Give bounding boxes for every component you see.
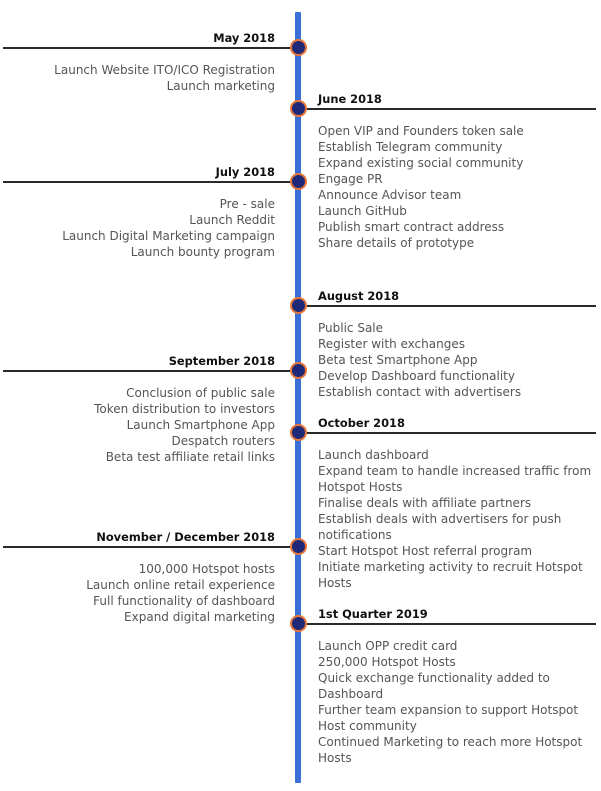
milestone-title: August 2018 — [318, 289, 400, 303]
milestone-item: Launch Website ITO/ICO Registration — [54, 63, 275, 77]
milestone-item: Open VIP and Founders token sale — [318, 124, 524, 138]
timeline-axis — [295, 12, 301, 783]
milestone-line — [3, 47, 297, 49]
milestone-item: 100,000 Hotspot hosts — [138, 562, 275, 576]
milestone-dot-icon — [290, 39, 307, 56]
milestone-items — [94, 385, 275, 465]
milestone-item: Finalise deals with affiliate partners — [318, 496, 532, 510]
milestone-item: Launch online retail experience — [86, 578, 275, 592]
milestone-item: 250,000 Hotspot Hosts — [318, 655, 456, 669]
milestone-item: Launch bounty program — [130, 245, 275, 259]
milestone-item: Quick exchange functionality added to Dashboard — [318, 671, 550, 701]
milestone-dot-icon — [290, 615, 307, 632]
milestone-item: Public Sale — [318, 321, 384, 335]
milestone-line — [3, 370, 297, 372]
milestone-dot-icon — [290, 173, 307, 190]
milestone-items — [318, 123, 598, 251]
milestone-title: 1st Quarter 2019 — [318, 607, 428, 621]
milestone-item: Despatch routers — [171, 434, 275, 448]
milestone-dot-icon — [290, 538, 307, 555]
milestone-item: Launch dashboard — [318, 448, 429, 462]
milestone-item: Launch Digital Marketing campaign — [62, 229, 275, 243]
milestone-item: Continued Marketing to reach more Hotspot Hosts — [318, 735, 583, 765]
milestone-line — [3, 181, 297, 183]
milestone-items — [318, 447, 598, 591]
milestone-items — [62, 196, 275, 260]
milestone-item: Launch marketing — [166, 79, 275, 93]
milestone-item: Establish contact with advertisers — [318, 385, 522, 399]
milestone-item: Publish smart contract address — [318, 220, 505, 234]
milestone-item: Establish Telegram community — [318, 140, 503, 154]
milestone-item: Register with exchanges — [318, 337, 465, 351]
milestone-title: July 2018 — [215, 165, 275, 179]
milestone-item: Pre - sale — [219, 197, 275, 211]
milestone-item: Establish deals with advertisers for push notifications — [318, 512, 562, 542]
milestone-item: Initiate marketing activity to recruit Hotspot Hosts — [318, 560, 583, 590]
milestone-item: Share details of prototype — [318, 236, 475, 250]
milestone-dot-icon — [290, 424, 307, 441]
milestone-item: Expand digital marketing — [124, 610, 275, 624]
milestone-title: September 2018 — [168, 354, 275, 368]
milestone-items — [318, 320, 598, 400]
milestone-item: Start Hotspot Host referral program — [318, 544, 533, 558]
milestone-line — [300, 432, 596, 434]
milestone-items — [54, 62, 275, 94]
milestone-dot-icon — [290, 297, 307, 314]
milestone-title: May 2018 — [213, 31, 275, 45]
milestone-title: June 2018 — [318, 92, 382, 106]
milestone-items — [86, 561, 275, 625]
milestone-item: Announce Advisor team — [318, 188, 462, 202]
milestone-item: Further team expansion to support Hotspot Host community — [318, 703, 579, 733]
milestone-item: Launch Reddit — [189, 213, 275, 227]
milestone-item: Token distribution to investors — [94, 402, 275, 416]
milestone-line — [300, 108, 596, 110]
milestone-item: Full functionality of dashboard — [93, 594, 275, 608]
milestone-line — [300, 623, 596, 625]
milestone-item: Conclusion of public sale — [126, 386, 275, 400]
milestone-line — [3, 546, 297, 548]
milestone-title: October 2018 — [318, 416, 405, 430]
milestone-item: Engage PR — [318, 172, 383, 186]
milestone-item: Launch Smartphone App — [126, 418, 275, 432]
milestone-item: Launch OPP credit card — [318, 639, 458, 653]
milestone-item: Beta test Smartphone App — [318, 353, 478, 367]
milestone-title: November / December 2018 — [96, 530, 275, 544]
milestone-item: Develop Dashboard functionality — [318, 369, 515, 383]
milestone-item: Launch GitHub — [318, 204, 407, 218]
milestone-item: Expand existing social community — [318, 156, 524, 170]
milestone-item: Expand team to handle increased traffic from Hotspot Hosts — [318, 464, 592, 494]
milestone-line — [300, 305, 596, 307]
milestone-items — [318, 638, 598, 766]
milestone-dot-icon — [290, 100, 307, 117]
milestone-dot-icon — [290, 362, 307, 379]
milestone-item: Beta test affiliate retail links — [105, 450, 275, 464]
